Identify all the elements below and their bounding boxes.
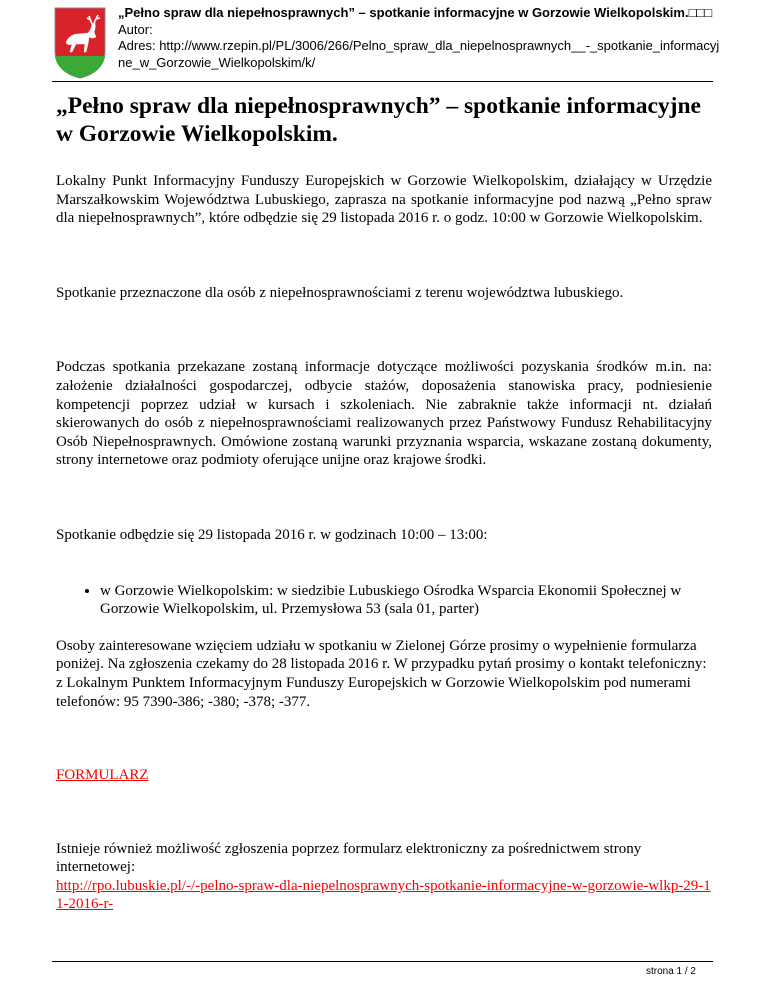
deer-shield-icon [52,6,108,80]
article-title-line2: w Gorzowie Wielkopolskim. [56,121,338,147]
address-label: Adres: [118,38,156,53]
location-list [56,582,712,619]
article-title-line1: „Pełno spraw dla niepełnosprawnych” – spotkanie informacyjne [56,93,701,119]
paragraph-details: Podczas spotkania przekazane zostaną informacje dotyczące możliwości pozyskania środków m.in. na: założenie działalności gospodarczej, odbycie stażów, doposażenia stanowiska pracy, podniesienie kompetencji poprzez udział w kursach i szkoleniach. Nie zabraknie także informacji nt. działań skierowanych do osób z niepełnosprawnościami realizowanych przez Państwowy Fundusz Rehabilitacyjny Osób Niepełnosprawnych. Omówione zostaną warunki przyznania wsparcia, wskazane zostaną dokumenty, strony internetowe oraz podmioty oferujące unijne oraz krajowe środki. [56,359,712,469]
article-body [56,92,712,914]
paragraph-online: Istnieje również możliwość zgłoszenia poprzez formularz elektroniczny za pośrednictwem strony internetowej: [56,840,642,876]
paragraph-registration: Osoby zainteresowane wzięciem udziału w spotkaniu w Zielonej Górze prosimy o wypełnienie formularza poniżej. Na zgłoszenia czekamy do 28 listopada 2016 r. W przypadku pytań prosimy o kontakt telefoniczny: z Lokalnym Punktem Informacyjnym Funduszy Europejskich w Gorzowie Wielkopolskim pod numerami telefonów: 95 7390-386; -380; -378; -377. [56,637,707,710]
coat-of-arms-logo [52,6,108,80]
footer-divider [52,961,713,962]
article-title [56,92,712,148]
address-url-cont: ne_w_Gorzowie_Wielkopolskim/k/ [118,54,316,70]
form-link[interactable]: FORMULARZ [56,767,149,784]
page-number: strona 1 / 2 [645,966,696,977]
paragraph-intro: Lokalny Punkt Informacyjny Funduszy Europejskich w Gorzowie Wielkopolskim, działający w Urzędzie Marszałkowskim Województwa Lubuskiego, zaprasza na spotkanie informacyjne pod nazwą „Pełno spraw dla niepełnosprawnych”, które odbędzie się 29 listopada 2016 r. o godz. 10:00 w Gorzowie Wielkopolskim. [56,173,712,227]
header-divider [52,81,713,82]
document-header [52,0,768,80]
paragraph-schedule: Spotkanie odbędzie się 29 listopada 2016 r. w godzinach 10:00 – 13:00: [56,526,488,543]
registration-url-link[interactable]: http://rpo.lubuskie.pl/-/-pelno-spraw-dla-niepelnosprawnych-spotkanie-informacyjne-w-gorzowie-wlkp-29-11-2016-r- [56,877,711,913]
header-text [118,5,768,71]
author-label: Autor: [118,21,153,37]
list-item: • w Gorzowie Wielkopolskim: w siedzibie Lubuskiego Ośrodka Wsparcia Ekonomii Społecznej w Gorzowie Wielkopolskim, ul. Przemysłowa 53 (sala 01, parter) [100,582,712,619]
paragraph-audience: Spotkanie przeznaczone dla osób z niepełnosprawnościami z terenu województwa lubuskiego. [56,284,624,301]
address-line [118,38,768,55]
address-url: http://www.rzepin.pl/PL/3006/266/Pelno_spraw_dla_niepelnosprawnych__-_spotkanie_informacyj [159,38,720,53]
header-title: „Pełno spraw dla niepełnosprawnych” – spotkanie informacyjne w Gorzowie Wielkopolskim.□□□ [118,5,713,20]
